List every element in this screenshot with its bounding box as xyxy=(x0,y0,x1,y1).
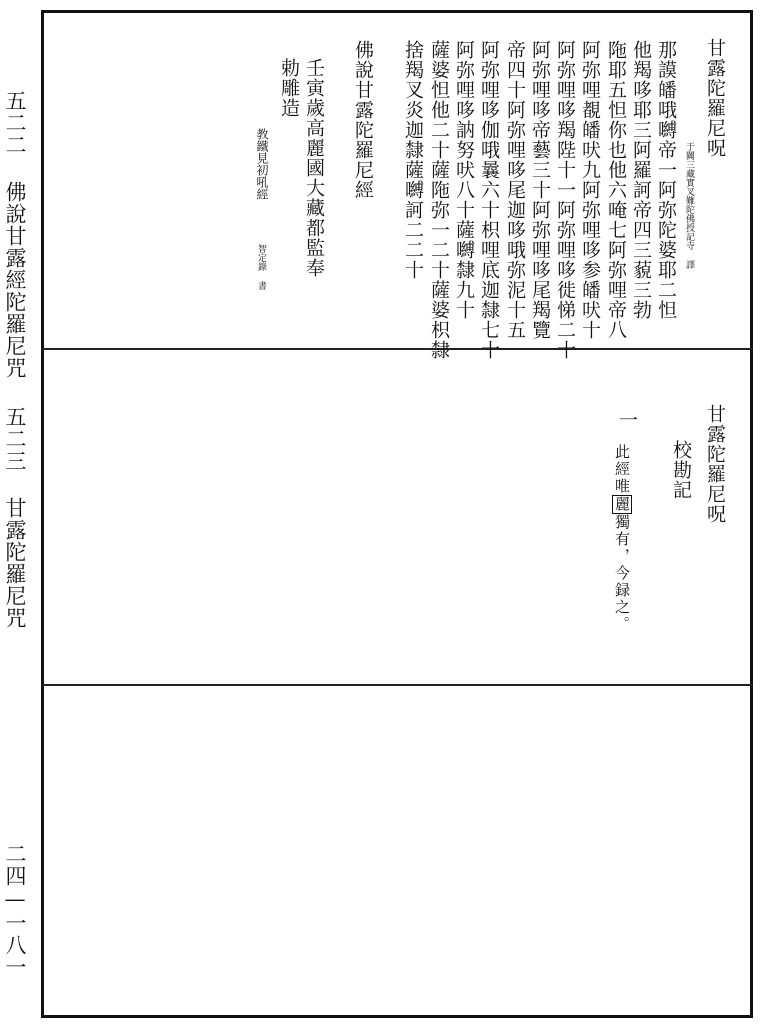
text-column: 捨羯叉炎迦隸薩嚩訶二二十 xyxy=(402,40,424,280)
translator-credit: 于闐三藏實叉難陀佛授記寺 譯 xyxy=(684,142,694,269)
colophon-date: 壬寅歲高麗國大藏都監奉 xyxy=(303,58,325,278)
collation-note-text: 此經唯 xyxy=(613,444,631,495)
text-column: 阿弥哩哆羯陛十一阿弥哩哆徙悌二十 xyxy=(554,40,576,360)
text-column: 薩婆怛他二十薩陁弥一二十薩婆枳隸 xyxy=(428,40,450,360)
text-column: 阿弥哩哆訥努吠八十薩嚩隸九十 xyxy=(453,40,475,320)
collation-note xyxy=(614,444,629,633)
text-column: 阿弥哩哆帝藝三十阿弥哩哆尾羯覽 xyxy=(529,40,551,340)
colophon-title: 佛說甘露陀羅尼經 xyxy=(352,40,374,200)
sutra-title: 甘露陀羅尼呪 xyxy=(704,38,726,158)
panel-divider-bottom xyxy=(41,684,753,686)
edition-mark-boxed: 麗 xyxy=(613,496,631,513)
scribe-name: 智定錄 書 xyxy=(256,244,266,290)
colophon-imperial-order: 勅雕造 xyxy=(278,58,300,118)
collation-note-text: 獨有，今録之。 xyxy=(613,514,631,633)
collation-sutra-title: 甘露陀羅尼呪 xyxy=(704,404,726,524)
text-column: 那謨皤哦嚩帝一阿弥陀婆耶二怛 xyxy=(655,40,677,320)
collation-item-number: 一 xyxy=(616,410,638,430)
text-column: 陁耶五怛你也他六唵七阿弥哩帝八 xyxy=(605,40,627,340)
text-column: 帝四十阿弥哩哆尾迦哆哦弥泥十五 xyxy=(504,40,526,340)
scribe-note: 教鐵見初吼經 xyxy=(255,128,269,200)
sidebar-entry-523: 五二三 甘露陀羅尼咒 xyxy=(3,406,27,629)
blank-panel xyxy=(44,688,750,1015)
text-column: 他羯哆耶三阿羅訶帝四三藐三勃 xyxy=(630,40,652,320)
sidebar-entry-522: 五二二 佛說甘露經陀羅尼咒 xyxy=(3,90,27,379)
text-column: 阿弥哩覩皤吠九阿弥哩哆参皤吠十 xyxy=(579,40,601,340)
collation-heading: 校勘記 xyxy=(670,440,692,500)
page-number: 二四—一八一 xyxy=(3,843,27,978)
panel-divider-top xyxy=(41,348,753,350)
text-column: 阿弥哩哆伽哦曩六十枳哩底迦隸七十 xyxy=(478,40,500,360)
